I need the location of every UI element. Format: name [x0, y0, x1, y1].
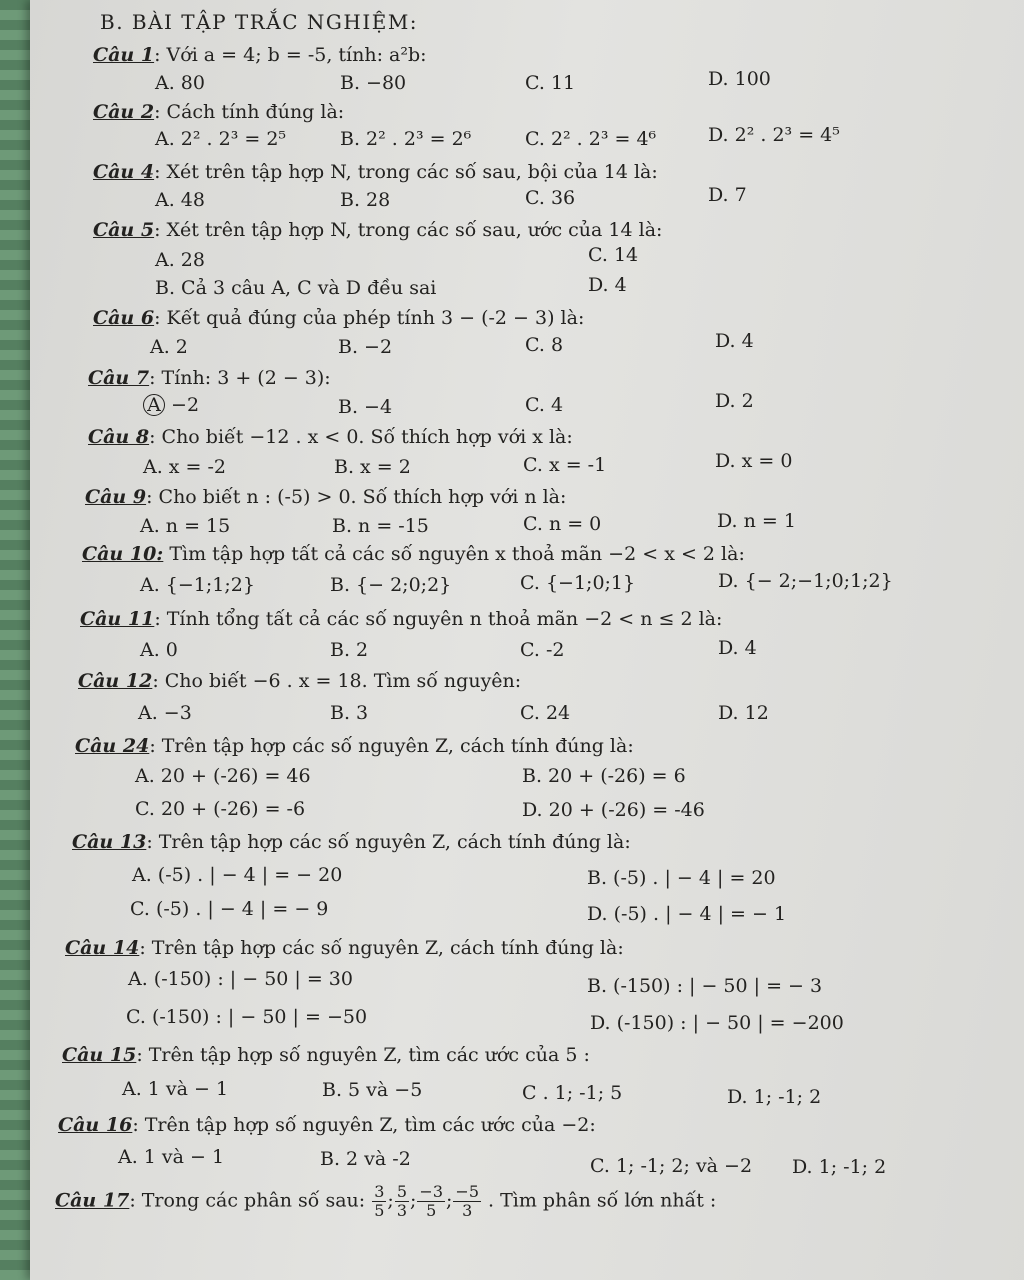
question-label: Câu 10: [82, 543, 164, 565]
question-stem: : Cho biết n : (-5) > 0. Số thích hợp với n là: [146, 486, 567, 508]
option-b: B. 2² . 2³ = 2⁶ [340, 128, 472, 150]
option-d: D. 12 [718, 702, 769, 724]
question-stem: : Xét trên tập hợp N, trong các số sau, ước của 14 là: [154, 219, 663, 241]
option-a: A. 1 và − 1 [118, 1146, 225, 1168]
question-stem: : Kết quả đúng của phép tính 3 − (-2 − 3) là: [154, 307, 585, 329]
option-d: D. 100 [708, 68, 771, 90]
question-label: Câu 8 [88, 426, 150, 448]
option-a: A. 2² . 2³ = 2⁵ [155, 128, 287, 150]
option-d: D. 2 [715, 390, 754, 412]
option-b: B. 28 [340, 189, 391, 211]
option-a: A. 2 [150, 336, 188, 358]
question-6 [93, 307, 584, 329]
question-label: Câu 16 [58, 1114, 133, 1136]
option-d: D. 1; -1; 2 [727, 1086, 822, 1108]
option-c: C. x = -1 [523, 454, 607, 476]
question-label: Câu 9 [85, 486, 147, 508]
question-label: Câu 2 [93, 101, 155, 123]
option-d: D. (-150) : | − 50 | = −200 [590, 1012, 844, 1034]
question-17: Câu 17: Trong các phân số sau: $\frac{3}{5}$ ; $\frac{5}{3}$ ; $\frac{-3}{5}$ ; $\frac{-5}{3}$ . Tìm phân số lớn nhất : [55, 1182, 717, 1220]
question-4 [93, 161, 658, 183]
option-b: B. {− 2;0;2} [330, 574, 452, 596]
fraction-4: $\frac{-5}{3}$ [455, 1182, 479, 1220]
section-title: B. BÀI TẬP TRẮC NGHIỆM: [100, 10, 419, 34]
option-c: C. 24 [520, 702, 571, 724]
option-c: C. 20 + (-26) = -6 [135, 798, 306, 820]
question-label: Câu 5 [93, 219, 155, 241]
option-b: B. 3 [330, 702, 369, 724]
option-b: B. x = 2 [334, 456, 411, 478]
option-c: C. 36 [525, 187, 576, 209]
question-24 [75, 735, 634, 757]
option-c: C. 4 [525, 394, 564, 416]
option-d: D. x = 0 [715, 450, 793, 472]
option-c: C. (-5) . | − 4 | = − 9 [130, 898, 329, 920]
option-d: D. 20 + (-26) = -46 [522, 799, 705, 821]
question-stem: : Với a = 4; b = -5, tính: a²b: [154, 44, 427, 66]
question-11 [80, 608, 722, 630]
option-a: A. 20 + (-26) = 46 [135, 765, 311, 787]
question-9 [85, 486, 566, 508]
question-5 [93, 219, 662, 241]
option-a: A. 1 và − 1 [122, 1078, 229, 1100]
option-c: C. 8 [525, 334, 564, 356]
option-a: A. n = 15 [140, 515, 231, 537]
option-a: A. 0 [140, 639, 178, 661]
question-15 [62, 1044, 590, 1066]
option-c: C. {−1;0;1} [520, 572, 636, 594]
question-stem: : Trên tập hợp các số nguyên Z, cách tính đúng là: [149, 735, 634, 757]
option-c: C. 14 [588, 244, 639, 266]
question-12 [78, 670, 521, 692]
option-c: C . 1; -1; 5 [522, 1082, 623, 1104]
option-a: A. −3 [138, 702, 192, 724]
question-2 [93, 101, 344, 123]
question-14 [65, 937, 624, 959]
option-b: B. 2 và -2 [320, 1148, 411, 1170]
option-a-selected: A −2 [143, 394, 199, 416]
question-label: Câu 11 [80, 608, 155, 630]
option-d: D. {− 2;−1;0;1;2} [718, 570, 893, 592]
option-b: B. −2 [338, 336, 393, 358]
question-1 [93, 44, 427, 66]
question-label: Câu 4 [93, 161, 155, 183]
fraction-2: $\frac{5}{3}$ [396, 1182, 407, 1220]
option-a: A. 80 [155, 72, 205, 94]
option-c: C. 11 [525, 72, 576, 94]
option-b: B. Cả 3 câu A, C và D đều sai [155, 277, 437, 299]
option-d: D. n = 1 [717, 510, 796, 532]
option-a: A. {−1;1;2} [140, 574, 255, 596]
question-label: Câu 12 [78, 670, 153, 692]
question-16 [58, 1114, 596, 1136]
question-stem: Tìm tập hợp tất cả các số nguyên x thoả mãn −2 < x < 2 là: [163, 543, 745, 565]
option-d: D. 7 [708, 184, 747, 206]
option-b: B. n = -15 [332, 515, 429, 537]
question-stem: : Xét trên tập hợp N, trong các số sau, bội của 14 là: [154, 161, 658, 183]
option-b: B. −80 [340, 72, 407, 94]
background-stripes [0, 0, 30, 1280]
option-a: A. (-150) : | − 50 | = 30 [128, 968, 353, 990]
question-7 [88, 367, 331, 389]
option-d: D. (-5) . | − 4 | = − 1 [587, 903, 787, 925]
question-stem: : Trên tập hợp các số nguyên Z, cách tính đúng là: [146, 831, 631, 853]
option-c: C. n = 0 [523, 513, 602, 535]
option-c: C. -2 [520, 639, 565, 661]
question-stem: : Tính: 3 + (2 − 3): [149, 367, 331, 389]
question-label: Câu 1 [93, 44, 155, 66]
question-label: Câu 24 [75, 735, 150, 757]
option-d: D. 1; -1; 2 [792, 1156, 887, 1178]
question-label: Câu 13 [72, 831, 147, 853]
question-label: Câu 7 [88, 367, 150, 389]
question-13 [72, 831, 631, 853]
option-c: C. (-150) : | − 50 | = −50 [126, 1006, 368, 1028]
option-b: B. (-150) : | − 50 | = − 3 [587, 975, 823, 997]
question-stem: : Cho biết −6 . x = 18. Tìm số nguyên: [152, 670, 522, 692]
question-8 [88, 426, 573, 448]
question-stem: : Trên tập hợp các số nguyên Z, cách tính đúng là: [139, 937, 624, 959]
question-10 [82, 543, 745, 565]
option-b: B. (-5) . | − 4 | = 20 [587, 867, 776, 889]
fraction-1: $\frac{3}{5}$ [374, 1182, 385, 1220]
option-b: B. −4 [338, 396, 393, 418]
option-d: D. 4 [715, 330, 754, 352]
question-label: Câu 6 [93, 307, 155, 329]
option-d: D. 4 [588, 274, 627, 296]
option-c: C. 2² . 2³ = 4⁶ [525, 128, 657, 150]
option-d: D. 4 [718, 637, 757, 659]
option-a: A. 28 [155, 249, 205, 271]
option-a: A. 48 [155, 189, 205, 211]
question-stem: : Trong các phân số sau: [129, 1189, 366, 1212]
option-b: B. 5 và −5 [322, 1079, 423, 1101]
question-label: Câu 15 [62, 1044, 137, 1066]
option-b: B. 20 + (-26) = 6 [522, 765, 686, 787]
option-a: A. (-5) . | − 4 | = − 20 [132, 864, 343, 886]
question-label: Câu 14 [65, 937, 140, 959]
option-c: C. 1; -1; 2; và −2 [590, 1155, 753, 1177]
question-stem-end: . Tìm phân số lớn nhất : [488, 1189, 717, 1212]
question-stem: : Tính tổng tất cả các số nguyên n thoả mãn −2 < n ≤ 2 là: [154, 608, 723, 630]
question-stem: : Trên tập hợp số nguyên Z, tìm các ước của 5 : [136, 1044, 590, 1066]
option-d: D. 2² . 2³ = 4⁵ [708, 124, 840, 146]
question-stem: : Cho biết −12 . x < 0. Số thích hợp với x là: [149, 426, 573, 448]
question-stem: : Cách tính đúng là: [154, 101, 345, 123]
circled-answer-mark: A [143, 394, 165, 416]
question-label: Câu 17 [55, 1189, 130, 1212]
fraction-3: $\frac{-3}{5}$ [419, 1182, 443, 1220]
option-b: B. 2 [330, 639, 369, 661]
question-stem: : Trên tập hợp số nguyên Z, tìm các ước của −2: [132, 1114, 596, 1136]
option-a: A. x = -2 [143, 456, 227, 478]
